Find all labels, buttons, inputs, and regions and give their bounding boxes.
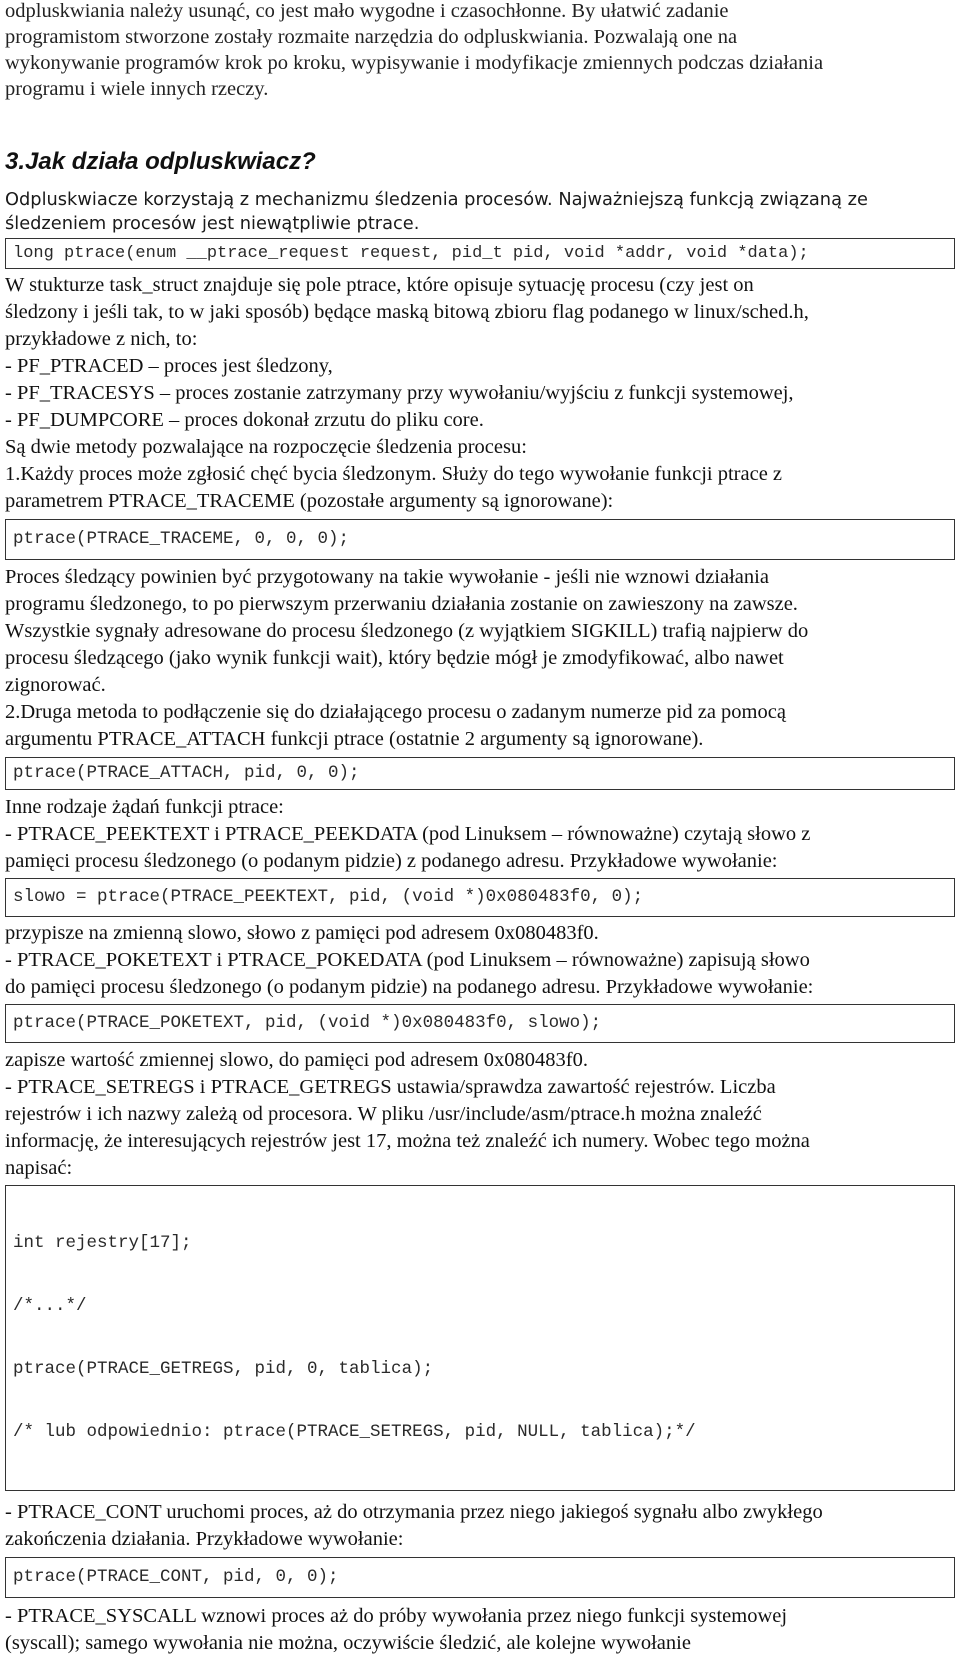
code-block-cont: ptrace(PTRACE_CONT, pid, 0, 0); — [5, 1557, 955, 1598]
intro-paragraph — [5, 0, 955, 102]
text-line: - PTRACE_SETREGS i PTRACE_GETREGS ustawia/sprawdza zawartość rejestrów. Liczba — [5, 1076, 776, 1098]
text-line: śledzeniem procesów jest niewątpliwie ptrace. — [5, 213, 420, 234]
text-line: zakończenia działania. Przykładowe wywołanie: — [5, 1528, 404, 1550]
code-line: /*...*/ — [13, 1296, 87, 1316]
code-block-attach: ptrace(PTRACE_ATTACH, pid, 0, 0); — [5, 757, 955, 790]
text-line: Odpluskwiacze korzystają z mechanizmu śledzenia procesów. Najważniejszą funkcją związaną ze — [5, 189, 868, 210]
text-line: 1.Każdy proces może zgłosić chęć bycia śledzonym. Służy do tego wywołanie funkcji ptrace z — [5, 463, 783, 485]
text-line: informację, że interesujących rejestrów jest 17, można też znaleźć ich numery. Wobec tego można — [5, 1130, 810, 1152]
text-line: wykonywanie programów krok po kroku, wypisywanie i modyfikacje zmiennych podczas działania — [5, 52, 824, 74]
paragraph-peek — [5, 794, 955, 875]
text-line: - PTRACE_POKETEXT i PTRACE_POKEDATA (pod Linuksem – równoważne) zapisują słowo — [5, 949, 810, 971]
text-line: parametrem PTRACE_TRACEME (pozostałe argumenty są ignorowane): — [5, 490, 614, 512]
text-line: - PF_TRACESYS – proces zostanie zatrzymany przy wywołaniu/wyjściu z funkcji systemowej, — [5, 382, 794, 404]
text-line: - PF_PTRACED – proces jest śledzony, — [5, 355, 333, 377]
text-line: przykładowe z nich, to: — [5, 328, 198, 350]
text-line: Inne rodzaje żądań funkcji ptrace: — [5, 796, 284, 818]
text-line: procesu śledzącego (jako wynik funkcji wait), który będzie mógł je zmodyfikować, albo nawet — [5, 647, 784, 669]
text-line: Proces śledzący powinien być przygotowany na takie wywołanie - jeśli nie wznowi działania — [5, 566, 769, 588]
sans-paragraph — [5, 187, 955, 235]
text-line: do pamięci procesu śledzonego (o podanym pidzie) na podanego adresu. Przykładowe wywołanie: — [5, 976, 814, 998]
text-line: programistom stworzone zostały rozmaite narzędzia do odpluskwiania. Pozwalają one na — [5, 26, 738, 48]
code-block-peektext: slowo = ptrace(PTRACE_PEEKTEXT, pid, (void *)0x080483f0, 0); — [5, 878, 955, 917]
text-line: programu śledzonego, to po pierwszym przerwaniu działania zostanie on zawieszony na zawsze. — [5, 593, 798, 615]
text-line: Są dwie metody pozwalające na rozpoczęcie śledzenia procesu: — [5, 436, 527, 458]
code-block-registers — [5, 1185, 955, 1491]
paragraph-regs — [5, 1047, 955, 1182]
paragraph-task-struct — [5, 272, 955, 515]
text-line: zignorować. — [5, 674, 106, 696]
text-line: - PF_DUMPCORE – proces dokonał zrzutu do pliku core. — [5, 409, 484, 431]
text-line: 2.Druga metoda to podłączenie się do działającego procesu o zadanym numerze pid za pomocą — [5, 701, 786, 723]
code-block-traceme: ptrace(PTRACE_TRACEME, 0, 0, 0); — [5, 519, 955, 560]
section-heading: 3.Jak działa odpluskwiacz? — [5, 148, 316, 175]
text-line: odpluskwiania należy usunąć, co jest mało wygodne i czasochłonne. By ułatwić zadanie — [5, 0, 729, 22]
text-line: argumentu PTRACE_ATTACH funkcji ptrace (ostatnie 2 argumenty są ignorowane). — [5, 728, 704, 750]
text-line: Wszystkie sygnały adresowane do procesu śledzonego (z wyjątkiem SIGKILL) trafią najpierw do — [5, 620, 809, 642]
text-line: pamięci procesu śledzonego (o podanym pidzie) z podanego adresu. Przykładowe wywołanie: — [5, 850, 778, 872]
document-page — [5, 0, 955, 1657]
code-line: ptrace(PTRACE_GETREGS, pid, 0, tablica); — [13, 1359, 434, 1379]
text-line: (syscall); samego wywołania nie można, oczywiście śledzić, ale kolejne wywołanie — [5, 1632, 691, 1654]
text-line: W stukturze task_struct znajduje się pole ptrace, które opisuje sytuację procesu (czy jest on — [5, 274, 754, 296]
text-line: napisać: — [5, 1157, 73, 1179]
text-line: - PTRACE_CONT uruchomi proces, aż do otrzymania przez niego jakiegoś sygnału albo zwykłego — [5, 1501, 823, 1523]
text-line: rejestrów i ich nazwy zależą od procesora. W pliku /usr/include/asm/ptrace.h można znaleźć — [5, 1103, 762, 1125]
text-line: przypisze na zmienną slowo, słowo z pamięci pod adresem 0x080483f0. — [5, 922, 599, 944]
text-line: - PTRACE_PEEKTEXT i PTRACE_PEEKDATA (pod Linuksem – równoważne) czytają słowo z — [5, 823, 811, 845]
code-line: /* lub odpowiednio: ptrace(PTRACE_SETREGS, pid, NULL, tablica);*/ — [13, 1422, 696, 1442]
text-line: śledzony i jeśli tak, to w jaki sposób) będące maską bitową zbioru flag podanego w linux/sched.h, — [5, 301, 809, 323]
code-block-poketext: ptrace(PTRACE_POKETEXT, pid, (void *)0x080483f0, slowo); — [5, 1004, 955, 1043]
code-block-ptrace-prototype: long ptrace(enum __ptrace_request request, pid_t pid, void *addr, void *data); — [5, 238, 955, 269]
paragraph-poke — [5, 920, 955, 1001]
text-line: zapisze wartość zmiennej slowo, do pamięci pod adresem 0x080483f0. — [5, 1049, 588, 1071]
text-line: - PTRACE_SYSCALL wznowi proces aż do próby wywołania przez niego funkcji systemowej — [5, 1605, 788, 1627]
paragraph-syscall — [5, 1603, 955, 1657]
text-line: programu i wiele innych rzeczy. — [5, 78, 269, 100]
paragraph-cont — [5, 1499, 955, 1553]
paragraph-traceme — [5, 564, 955, 753]
code-line: int rejestry[17]; — [13, 1233, 192, 1253]
